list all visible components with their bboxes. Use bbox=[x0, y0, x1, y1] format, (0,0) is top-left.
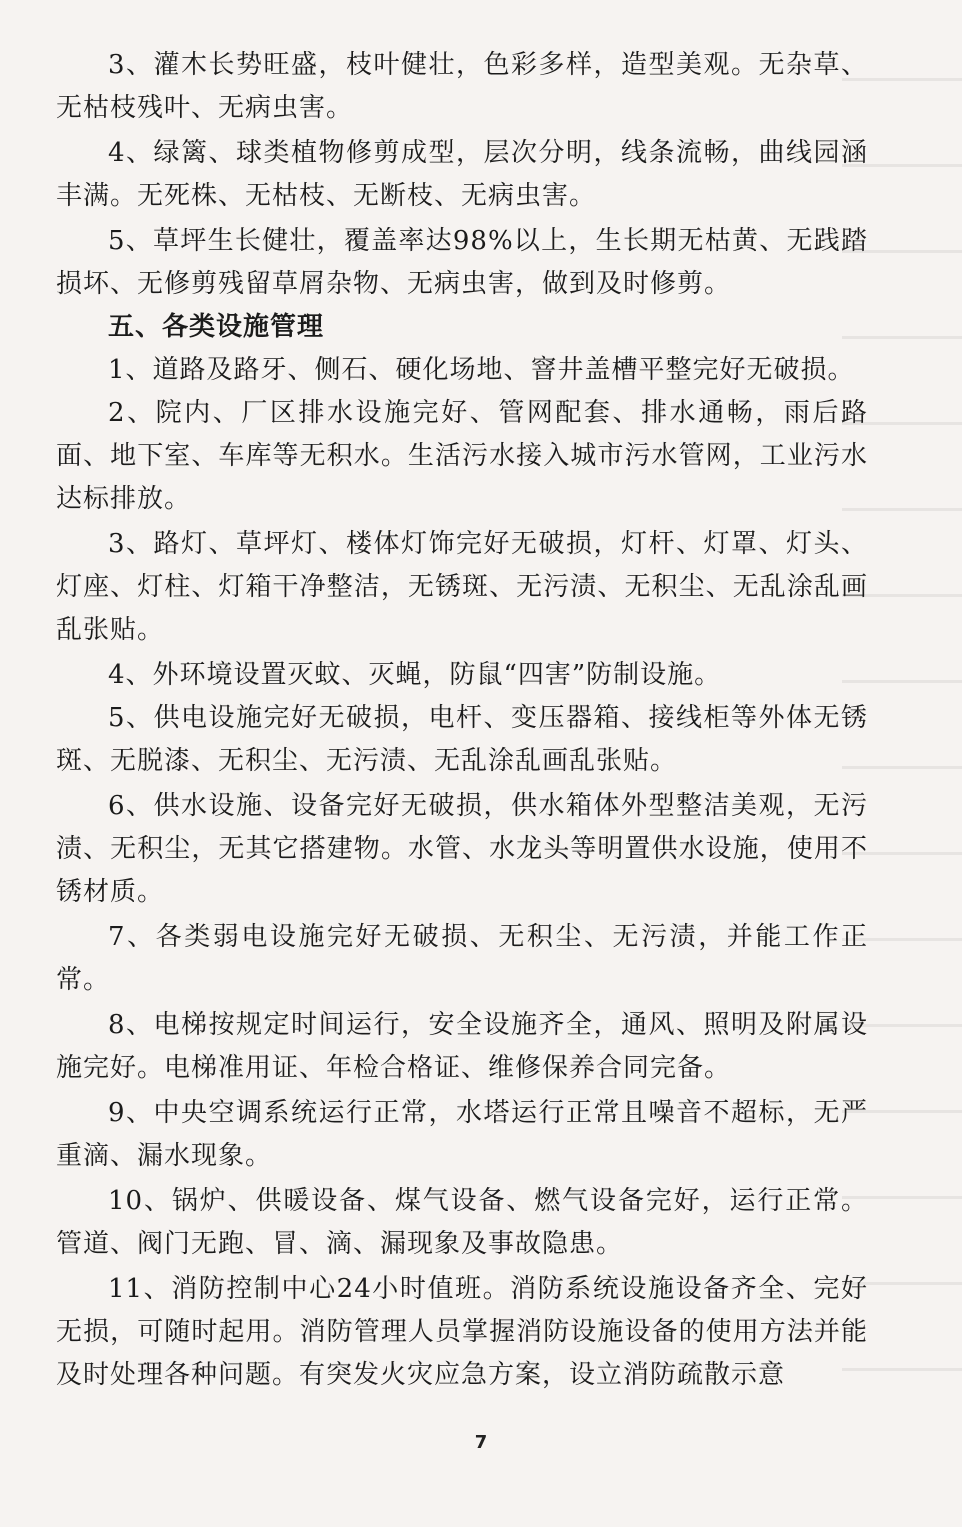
section-item: 11、消防控制中心24小时值班。消防系统设施设备齐全、完好无损，可随时起用。消防管理人员掌握消防设施设备的使用方法并能及时处理各种问题。有突发火灾应急方案，设立消防疏散示意 bbox=[56, 1274, 868, 1390]
section-item: 1、道路及路牙、侧石、硬化场地、窨井盖槽平整完好无破损。 bbox=[108, 355, 855, 385]
section-item: 4、外环境设置灭蚊、灭蝇，防鼠“四害”防制设施。 bbox=[108, 660, 722, 690]
paragraph: 5、草坪生长健壮，覆盖率达98%以上，生长期无枯黄、无践踏损坏、无修剪残留草屑杂物、无病虫害，做到及时修剪。 bbox=[56, 226, 868, 299]
section-item: 6、供水设施、设备完好无破损，供水箱体外型整洁美观，无污渍、无积尘，无其它搭建物。水管、水龙头等明置供水设施，使用不锈材质。 bbox=[56, 791, 868, 907]
section-item: 9、中央空调系统运行正常，水塔运行正常且噪音不超标，无严重滴、漏水现象。 bbox=[56, 1098, 868, 1171]
section-heading: 五、各类设施管理 bbox=[108, 312, 325, 342]
section-item: 3、路灯、草坪灯、楼体灯饰完好无破损，灯杆、灯罩、灯头、灯座、灯柱、灯箱干净整洁，无锈斑、无污渍、无积尘、无乱涂乱画乱张贴。 bbox=[56, 529, 868, 645]
paragraph: 4、绿篱、球类植物修剪成型，层次分明，线条流畅，曲线园涵丰满。无死株、无枯枝、无断枝、无病虫害。 bbox=[56, 138, 868, 211]
paragraph: 3、灌木长势旺盛，枝叶健壮，色彩多样，造型美观。无杂草、无枯枝残叶、无病虫害。 bbox=[56, 50, 868, 123]
section-item: 5、供电设施完好无破损，电杆、变压器箱、接线柜等外体无锈斑、无脱漆、无积尘、无污渍、无乱涂乱画乱张贴。 bbox=[56, 703, 868, 776]
section-item: 7、各类弱电设施完好无破损、无积尘、无污渍，并能工作正常。 bbox=[56, 922, 868, 995]
section-item: 2、院内、厂区排水设施完好、管网配套、排水通畅，雨后路面、地下室、车库等无积水。生活污水接入城市污水管网，工业污水达标排放。 bbox=[56, 398, 868, 514]
section-item: 10、锅炉、供暖设备、煤气设备、燃气设备完好，运行正常。管道、阀门无跑、冒、滴、漏现象及事故隐患。 bbox=[56, 1186, 868, 1259]
section-item: 8、电梯按规定时间运行，安全设施齐全，通风、照明及附属设施完好。电梯准用证、年检合格证、维修保养合同完备。 bbox=[56, 1010, 868, 1083]
body-text bbox=[56, 44, 868, 1397]
page-number: 7 bbox=[474, 1432, 488, 1453]
